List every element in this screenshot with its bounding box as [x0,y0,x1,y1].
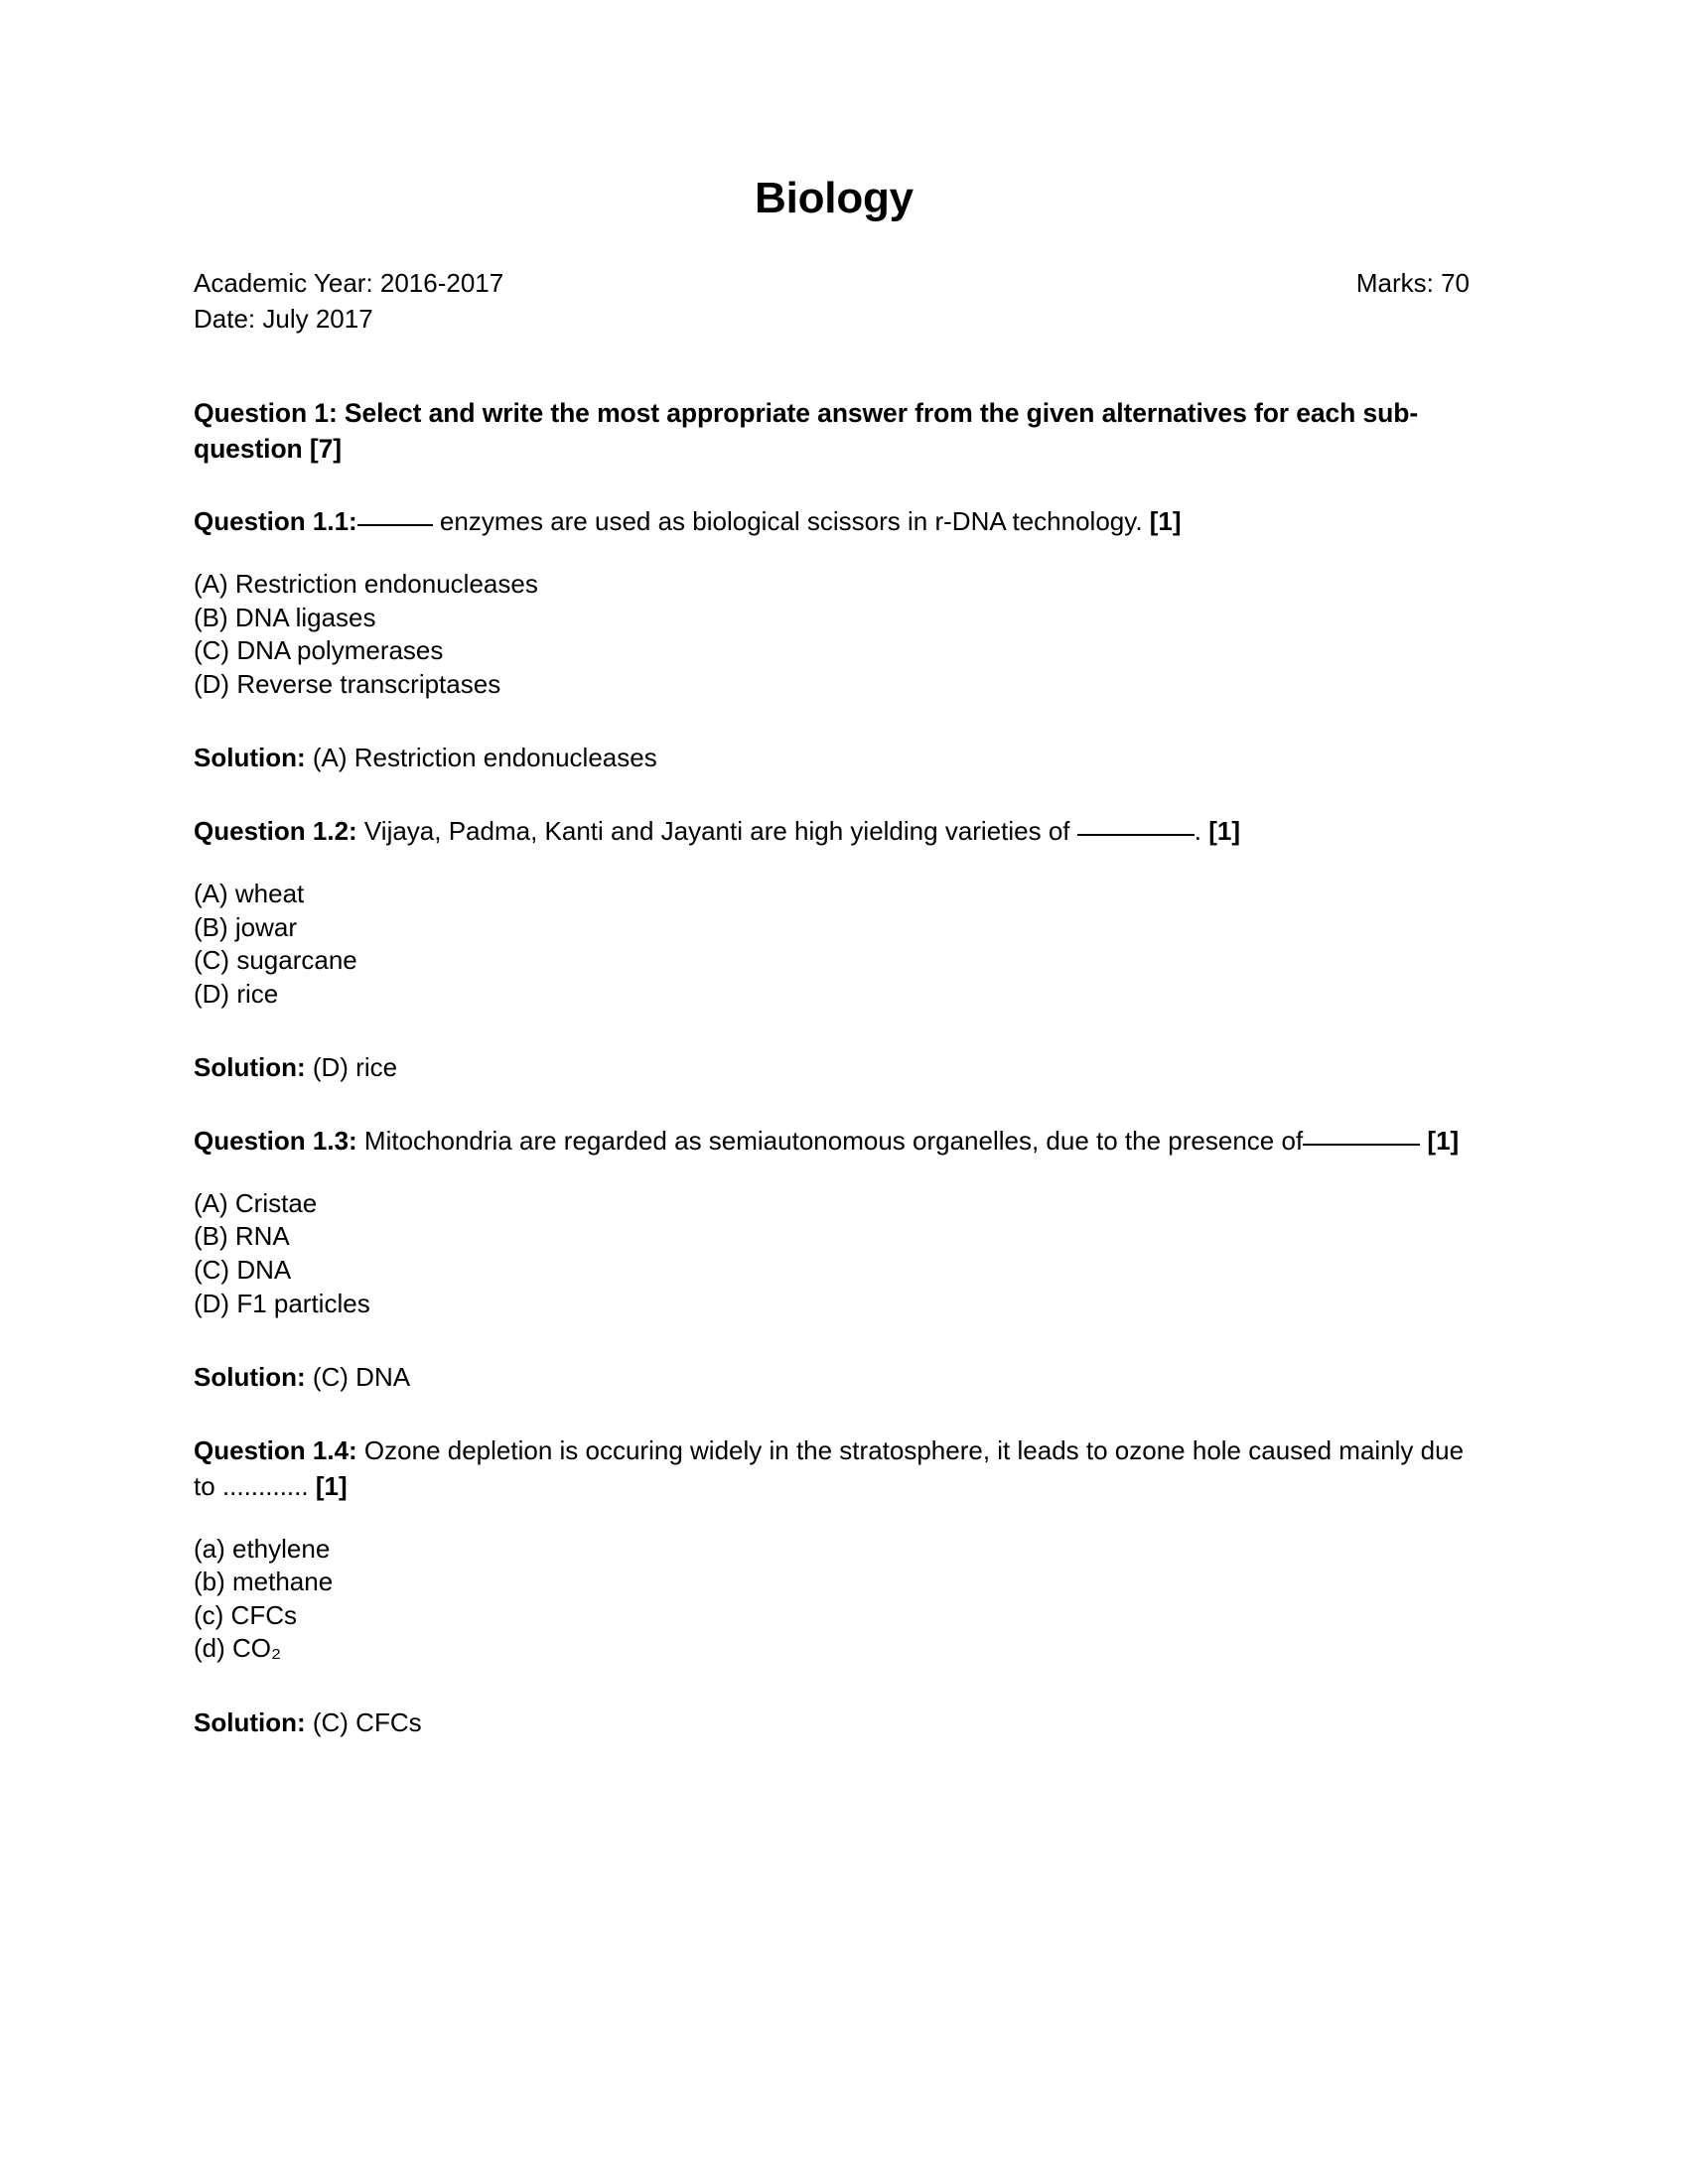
question-1-3-text-before: Mitochondria are regarded as semiautonomous organelles, due to the presence of [356,1126,1304,1157]
option-a[interactable]: (a) ethylene [194,1533,331,1564]
question-1-2-options [194,878,1475,1011]
option-b[interactable]: (b) methane [194,1567,334,1597]
question-1-2-label: Question 1.2: [194,816,357,847]
question-1-1-solution [194,741,1475,776]
meta-row-date [194,302,1475,336]
question-1-1-options [194,568,1475,701]
option-d[interactable]: (d) CO₂ [194,1633,282,1664]
date-label: Date: July 2017 [194,303,373,334]
option-b[interactable]: (B) RNA [194,1221,290,1252]
option-c[interactable]: (c) CFCs [194,1599,297,1630]
academic-year-label: Academic Year: 2016-2017 [194,267,504,298]
document-meta [194,266,1475,337]
option-a[interactable]: (A) Restriction endonucleases [194,569,538,600]
option-d[interactable]: (D) Reverse transcriptases [194,668,501,699]
question-1-4-text-before: Ozone depletion is occuring widely in the stratosphere, it leads to ozone hole caused mainly due to ............ [194,1434,1465,1501]
option-c[interactable]: (C) DNA polymerases [194,635,444,666]
question-1-3-solution [194,1360,1475,1396]
marks-label: Marks: 70 [1355,267,1470,298]
question-1-1-label: Question 1.1: [194,506,357,537]
meta-row-year-marks [194,266,1475,300]
blank-underline [1077,834,1195,836]
question-1-1-stem [194,504,1475,540]
option-a[interactable]: (A) Cristae [194,1187,318,1218]
option-c[interactable]: (C) DNA [194,1254,292,1285]
option-d[interactable]: (D) rice [194,978,279,1009]
blank-underline [357,524,433,526]
question-1-3-stem [194,1124,1475,1160]
question-1-3-options [194,1187,1475,1320]
solution-label: Solution: [194,1362,306,1393]
solution-text: (D) rice [305,1052,398,1083]
solution-text: (C) CFCs [305,1706,422,1737]
solution-label: Solution: [194,1052,306,1083]
solution-text: (A) Restriction endonucleases [305,743,657,773]
option-c[interactable]: (C) sugarcane [194,945,357,976]
question-1-4-marks: [1] [315,1470,348,1501]
question-1-4-stem [194,1433,1475,1505]
question-1-2-text-before: Vijaya, Padma, Kanti and Jayanti are high yielding varieties of [356,816,1077,847]
question-1-2-marks: [1] [1208,816,1240,847]
question-1-4-solution [194,1706,1475,1741]
solution-text: (C) DNA [305,1362,411,1393]
question-1-1-marks: [1] [1149,506,1182,537]
solution-label: Solution: [194,1706,306,1737]
question-1-2-text-after: . [1194,816,1209,847]
question-1-1-text-after: enzymes are used as biological scissors in r-DNA technology. [432,506,1150,537]
option-b[interactable]: (B) DNA ligases [194,602,376,632]
document-content [194,174,1475,1741]
option-a[interactable]: (A) wheat [194,879,305,909]
question-1-3-marks: [1] [1427,1126,1460,1157]
question-1-4-label: Question 1.4: [194,1434,357,1465]
page-title: Biology [755,174,914,222]
question-1-2-stem [194,814,1475,850]
option-b[interactable]: (B) jowar [194,911,298,942]
question-1-3-label: Question 1.3: [194,1126,357,1157]
question-1-2-solution [194,1050,1475,1086]
option-d[interactable]: (D) F1 particles [194,1288,370,1318]
question-1-heading: Question 1: Select and write the most appropriate answer from the given alternatives for each sub-question [7] [194,398,1419,465]
blank-underline [1303,1144,1420,1146]
question-1-4-options [194,1533,1475,1666]
solution-label: Solution: [194,743,306,773]
